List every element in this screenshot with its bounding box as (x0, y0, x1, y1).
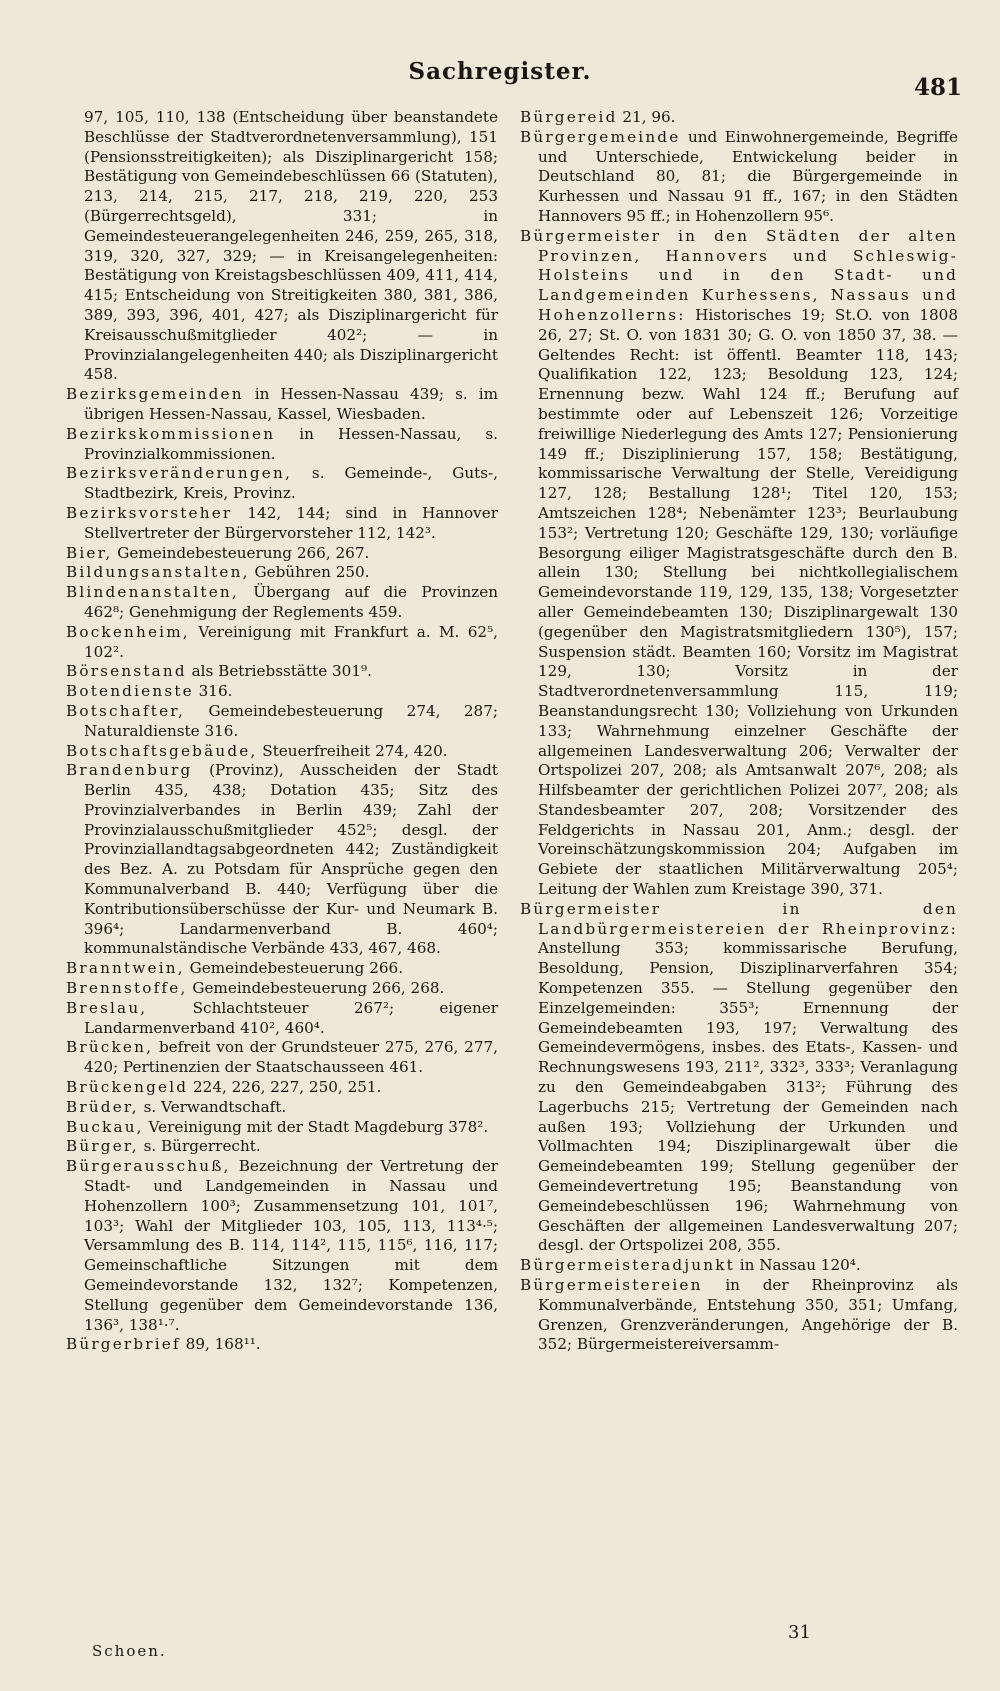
index-keyword: Bezirksgemeinden (66, 385, 244, 404)
index-keyword: Botschaftsgebäude, (66, 741, 258, 760)
index-entry (520, 900, 958, 1256)
index-keyword: Botschafter, (66, 701, 186, 720)
index-entry (66, 563, 498, 583)
index-entry (66, 425, 498, 465)
index-keyword: Botendienste (66, 682, 194, 701)
index-references: Vereinigung mit Frankfurt a. M. 62⁵, 102². (84, 622, 499, 661)
index-entry (66, 1098, 498, 1118)
index-references: Steuerfreiheit 274, 420. (262, 741, 448, 760)
index-entry (66, 1157, 498, 1335)
index-references: in Hessen-Nassau 439; s. im übrigen Hessen-Nassau, Kassel, Wiesbaden. (84, 385, 498, 423)
index-entry (66, 504, 498, 544)
index-keyword: Brüder, (66, 1097, 139, 1116)
index-entry (66, 682, 498, 702)
index-entry (66, 959, 498, 979)
index-entry (520, 128, 958, 227)
index-keyword: Bier, (66, 543, 113, 562)
index-keyword: Brennstoffe, (66, 979, 188, 998)
index-keyword: Bezirksvorsteher (66, 503, 233, 522)
index-keyword: Brückengeld (66, 1078, 189, 1097)
index-keyword: Bürgerbrief (66, 1335, 181, 1354)
index-references: Historisches 19; St.O. von 1808 26, 27; St. O. von 1831 30; G. O. von 1850 37, 38. — Geltendes Recht: ist öffentl. Beamter 118, 143; Qualifikation 122, 123; Besoldung 123, 124; Ernennung bezw. Wahl 124 ff.; Berufung auf bestimmte oder auf Lebenszeit 126; Vorzeitige freiwillige Niederlegung des Amts 127; Pensionierung 149 ff.; Disziplinierung 157, 158; Bestätigung, kommissarische Verwaltung der Stelle, Vereidigung 127, 128; Bestallung 128¹; Titel 120, 153; Amtszeichen 128⁴; Nebenämter 123³; Beurlaubung 153²; Vertretung 120; Geschäfte 129, 130; vorläufige Besorgung eiliger Magistratsgeschäfte durch den B. allein 130; Stellung bei nichtkollegialischem Gemeindevorstande 119, 129, 135, 138; Vorgesetzter aller Gemeindebeamten 130; Disziplinargewalt 130 (gegenüber den Magistratsmitgliedern 130⁵), 157; Suspension städt. Beamten 160; Vorsitz im Magistrat 129, 130; Vorsitz in der Stadtverordnetenversammlung 115, 119; Beanstandungsrecht 130; Vollziehung von Urkunden 133; Wahrnehmung einzelner Geschäfte der allgemeinen Landesverwaltung 206; Verwalter der Ortspolizei 207, 208; als Amtsanwalt 207⁶, 208; als Hilfsbeamter der gerichtlichen Polizei 207⁷, 208; als Standesbeamter 207, 208; Vorsitzender des Feldgerichts in Nassau 201, Anm.; desgl. der Voreinschätzungskommission 204; Aufgaben im Gebiete der staatlichen Militärverwaltung 205⁴; Leitung der Wahlen zum Kreistage 390, 371. (538, 305, 958, 899)
index-entry (66, 464, 498, 504)
index-entry (66, 623, 498, 663)
index-references: 316. (198, 682, 233, 701)
index-entry (66, 1335, 498, 1355)
index-keyword: Breslau, (66, 998, 148, 1017)
index-keyword: Bürgermeister in den Landbürgermeistereien der Rheinprovinz: (520, 899, 958, 938)
index-references: s. Verwandtschaft. (143, 1097, 287, 1116)
index-keyword: Bezirksveränderungen, (66, 464, 292, 483)
index-references: s. Bürgerrecht. (143, 1137, 261, 1156)
index-keyword: Brücken, (66, 1038, 154, 1057)
page-number: 481 (914, 74, 963, 101)
sheet-number: 31 (788, 1622, 811, 1643)
index-entry (66, 742, 498, 762)
index-references: Gemeindebesteuerung 274, 287; Naturaldienste 316. (84, 701, 498, 740)
index-keyword: Bockenheim, (66, 622, 190, 641)
index-keyword: Börsenstand (66, 662, 187, 681)
index-entry (66, 583, 498, 623)
index-references: 97, 105, 110, 138 (Entscheidung über beanstandete Beschlüsse der Stadtverordnetenversammlung), 151 (Pensionsstreitigkeiten); als Disziplinargericht 158; Bestätigung von Gemeindebeschlüssen 66 (Statuten), 213, 214, 215, 217, 218, 219, 220, 253 (Bürgerrechtsgeld), 331; in Gemeindesteuerangelegenheiten 246, 259, 265, 318, 319, 320, 327, 329; — in Kreisangelegenheiten: Bestätigung von Kreistagsbeschlüssen 409, 411, 414, 415; Entscheidung von Streitigkeiten 380, 381, 386, 389, 393, 396, 401, 427; als Disziplinargericht für Kreisausschußmitglieder 402²; — in Provinzialangelegenheiten 440; als Disziplinargericht 458. (84, 108, 498, 384)
index-references: in der Rheinprovinz als Kommunalverbände, Entstehung 350, 351; Umfang, Grenzen, Grenzveränderungen, Angehörige der B. 352; Bürgermeistereiversamm- (538, 1276, 958, 1354)
index-entry (66, 999, 498, 1039)
index-keyword: Bürgergemeinde (520, 127, 681, 146)
index-entry (66, 108, 498, 385)
printer-signature: Schoen. (92, 1642, 167, 1660)
index-keyword: Brandenburg (66, 761, 193, 780)
index-references: Gemeindebesteuerung 266, 267. (117, 543, 370, 562)
index-entry (520, 227, 958, 900)
index-entry (66, 1118, 498, 1138)
index-keyword: Bürgereid (520, 108, 618, 126)
index-references: Gemeindebesteuerung 266, 268. (192, 979, 445, 998)
index-references: s. Gemeinde-, Guts-, Stadtbezirk, Kreis, Provinz. (84, 464, 498, 503)
index-keyword: Blindenanstalten, (66, 583, 239, 602)
index-references: in Nassau 120⁴. (739, 1256, 861, 1275)
index-entry (66, 979, 498, 999)
index-entry (66, 1137, 498, 1157)
index-references: als Betriebsstätte 301⁹. (191, 662, 372, 681)
index-references: Gebühren 250. (254, 563, 370, 582)
index-keyword: Bürgermeistereien (520, 1276, 703, 1295)
index-references: 224, 226, 227, 250, 251. (193, 1078, 382, 1097)
index-references: Schlachtsteuer 267²; eigener Landarmenverband 410², 460⁴. (84, 998, 498, 1037)
index-keyword: Bürgerausschuß, (66, 1157, 231, 1176)
index-entry (66, 662, 498, 682)
index-keyword: Bürgermeisteradjunkt (520, 1256, 735, 1275)
index-references: Anstellung 353; kommissarische Berufung, Besoldung, Pension, Disziplinarverfahren 354; Kompetenzen 355. — Stellung gegenüber den Einzelgemeinden: 355³; Ernennung der Gemeindebeamten 193, 197; Verwaltung des Gemeindevermögens, insbes. des Etats-, Kassen- und Rechnungswesens 193, 211², 332³, 333³; Veranlagung zu den Gemeindeabgaben 313²; Führung des Lagerbuchs 215; Vertretung der Gemeinden nach außen 193; Vollziehung der Urkunden und Vollmachten 194; Disziplinargewalt über die Gemeindebeamten 199; Stellung gegenüber der Gemeindevertretung 195; Beanstandung von Gemeindebeschlüssen 196; Wahrnehmung von Geschäften der allgemeinen Landesverwaltung 207; desgl. der Ortspolizei 208, 355. (538, 939, 958, 1255)
index-references: Vereinigung mit der Stadt Magdeburg 378². (148, 1117, 489, 1136)
index-references: Bezeichnung der Vertretung der Stadt- und Landgemeinden in Nassau und Hohenzollern 100³; Zusammensetzung 101, 101⁷, 103³; Wahl der Mitglieder 103, 105, 113, 113⁴·⁵; Versammlung des B. 114, 114², 115, 115⁶, 116, 117; Gemeinschaftliche Sitzungen mit dem Gemeindevorstande 132, 132⁷; Kompetenzen, Stellung gegenüber dem Gemeindevorstande 136, 136³, 138¹·⁷. (84, 1157, 498, 1334)
index-entry (66, 385, 498, 425)
index-references: 21, 96. (622, 108, 676, 126)
index-references: in Hessen-Nassau, s. Provinzialkommissionen. (84, 424, 499, 463)
index-keyword: Bürger, (66, 1137, 139, 1156)
index-entry (66, 761, 498, 959)
index-entry (66, 702, 498, 742)
right-column (520, 108, 958, 1355)
index-references: Übergang auf die Provinzen 462⁸; Genehmigung der Reglements 459. (84, 583, 499, 621)
index-entry (66, 1038, 498, 1078)
running-head: Sachregister. (408, 58, 592, 85)
index-keyword: Bürgermeister in den Städten der alten Provinzen, Hannovers und Schleswig-Holsteins und in den Stadt- und Landgemeinden Kurhessens, Nassaus und Hohenzollerns: (520, 226, 958, 324)
index-references: befreit von der Grundsteuer 275, 276, 277, 420; Pertinenzien der Staatschausseen 461. (84, 1038, 498, 1077)
index-entry (66, 1078, 498, 1098)
left-column (66, 108, 498, 1355)
index-entry (520, 108, 958, 128)
index-entry (520, 1256, 958, 1276)
index-references: 89, 168¹¹. (185, 1335, 261, 1354)
index-references: Gemeindebesteuerung 266. (189, 959, 404, 978)
index-keyword: Buckau, (66, 1117, 144, 1136)
index-keyword: Branntwein, (66, 959, 185, 978)
index-references: und Einwohnergemeinde, Begriffe und Unterschiede, Entwickelung beider in Deutschland 80, 81; die Bürgergemeinde in Kurhessen und Nassau 91 ff., 167; in den Städten Hannovers 95 ff.; in Hohenzollern 95⁶. (538, 127, 958, 225)
index-entry (520, 1276, 958, 1355)
index-references: 142, 144; sind in Hannover Stellvertreter der Bürgervorsteher 112, 142³. (84, 503, 498, 542)
index-references: (Provinz), Ausscheiden der Stadt Berlin 435, 438; Dotation 435; Sitz des Provinzialverbandes in Berlin 439; Zahl der Provinzialausschußmitglieder 452⁵; desgl. der Provinziallandtagsabgeordneten 442; Zuständigkeit des Bez. A. zu Potsdam für Ansprüche gegen den Kommunalverband B. 440; Verfügung über die Kontributionsüberschüsse der Kur- und Neumark B. 396⁴; Landarmenverband B. 460⁴; kommunalständische Verbände 433, 467, 468. (84, 761, 499, 958)
index-keyword: Bildungsanstalten, (66, 563, 250, 582)
index-keyword: Bezirkskommissionen (66, 424, 276, 443)
index-entry (66, 544, 498, 564)
